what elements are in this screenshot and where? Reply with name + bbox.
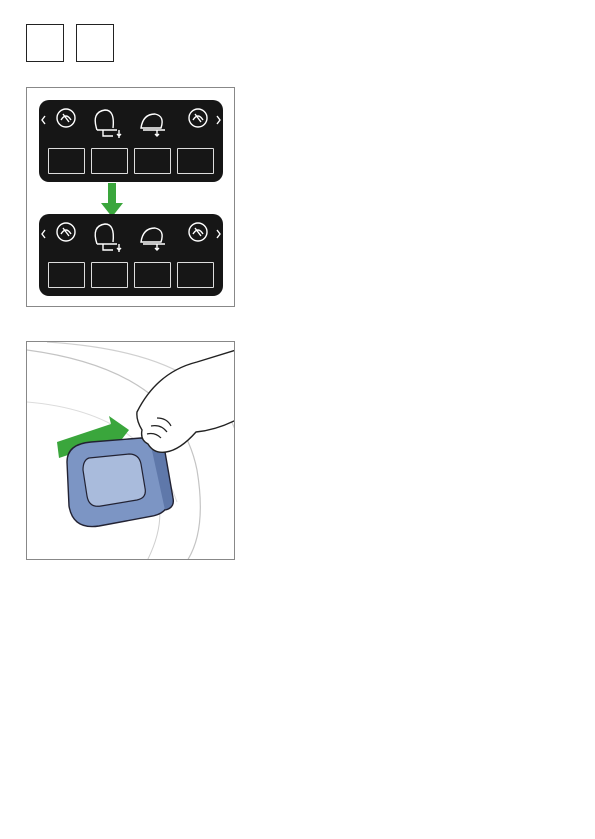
indicator-light <box>134 262 171 288</box>
chevron-right-icon <box>217 116 220 124</box>
side-impact-illustration <box>27 342 235 560</box>
indicator-light <box>48 262 85 288</box>
indicator-light <box>177 262 214 288</box>
seat-leg-icon <box>95 110 117 136</box>
indicator-light <box>48 148 85 174</box>
page-marker-box-2 <box>76 24 114 62</box>
page-marker-box-1 <box>26 24 64 62</box>
arrow-down-icon <box>101 183 123 217</box>
chevron-left-icon <box>42 116 45 124</box>
indicator-light <box>177 148 214 174</box>
indicator-light <box>134 148 171 174</box>
indicator-panel-after <box>39 214 223 296</box>
hand-shape <box>137 350 235 452</box>
indicator-figure <box>26 87 235 307</box>
seat-base-icon <box>141 114 165 130</box>
indicator-panel-before <box>39 100 223 182</box>
indicator-light <box>91 262 128 288</box>
side-impact-figure <box>26 341 235 560</box>
indicator-light <box>91 148 128 174</box>
